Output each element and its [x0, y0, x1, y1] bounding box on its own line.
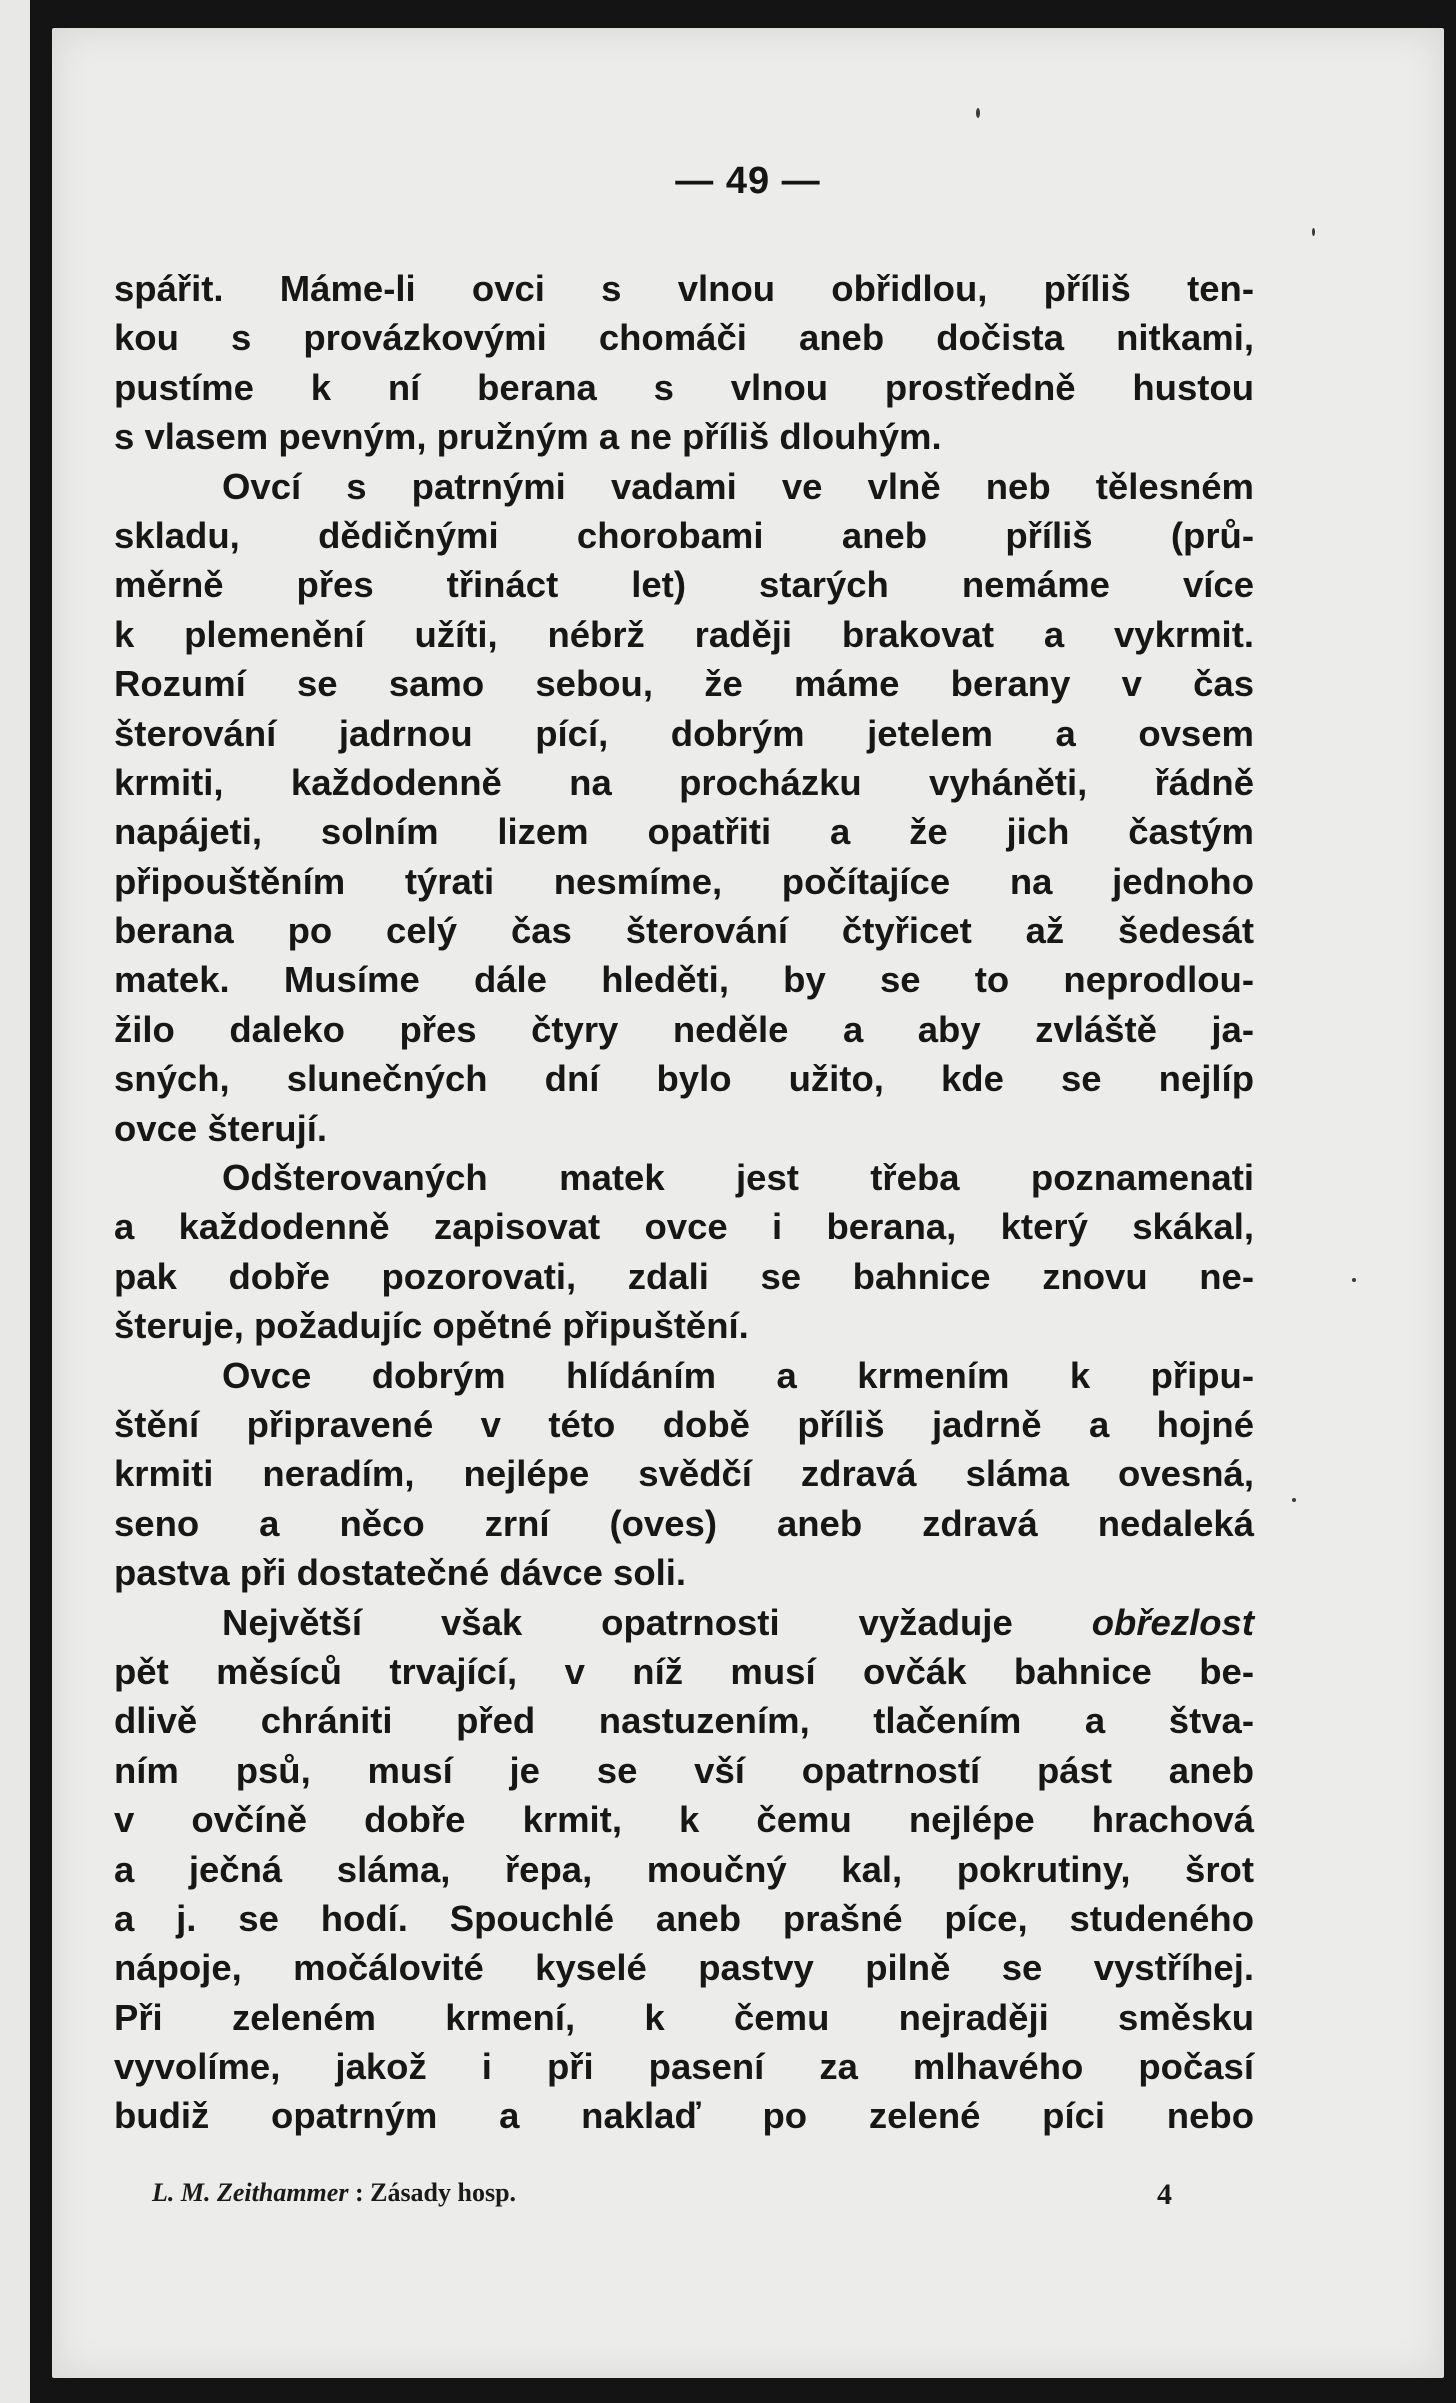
text-line: krmiti, každodenně na procházku vyháněti, řádně [114, 761, 1254, 803]
text-line: dlivě chrániti před nastuzením, tlačením a štva- [114, 1700, 1254, 1742]
text-line: v ovčíně dobře krmit, k čemu nejlépe hrachová [114, 1799, 1254, 1841]
text-line: připouštěním týrati nesmíme, počítajíce na jednoho [114, 860, 1254, 902]
text-line: pustíme k ní berana s vlnou prostředně hustou [114, 366, 1254, 408]
text-line: ovce šterují. [114, 1107, 328, 1149]
text-line: Při zeleném krmení, k čemu nejraději směsku [114, 1996, 1254, 2038]
text-line: spářit. Máme-li ovci s vlnou obřidlou, příliš ten- [114, 268, 1254, 309]
text-line: a ječná sláma, řepa, moučný kal, pokrutiny, šrot [114, 1848, 1254, 1890]
footer-sheet-number: 4 [1157, 2178, 1172, 2211]
scan-speck [1352, 1278, 1356, 1282]
text-line: sných, slunečných dní bylo užito, kde se nejlíp [114, 1058, 1254, 1100]
text-line: žilo daleko přes čtyry neděle a aby zvláště ja- [114, 1008, 1254, 1050]
text-line: šterování jadrnou pící, dobrým jetelem a ovsem [114, 712, 1254, 754]
text-line: ním psů, musí je se vší opatrností pást aneb [114, 1749, 1254, 1791]
text-line: s vlasem pevným, pružným a ne příliš dlouhým. [114, 416, 942, 458]
text-segment: Největší však opatrnosti vyžaduje [222, 1601, 1013, 1643]
text-line: krmiti neradím, nejlépe svědčí zdravá sláma ovesná, [114, 1453, 1254, 1495]
text-line: Odšterovaných matek jest třeba poznamenati [222, 1157, 1254, 1199]
text-line: pět měsíců trvající, v níž musí ovčák bahnice be- [114, 1650, 1254, 1692]
text-line: šteruje, požadujíc opětné připuštění. [114, 1305, 749, 1347]
scan-speck [976, 108, 980, 118]
footer-signature [152, 2178, 516, 2208]
text-line [114, 1598, 1254, 1647]
scan-speck [1312, 228, 1315, 236]
scan-left-edge [0, 0, 30, 2403]
footer-author: L. M. Zeithammer [152, 2178, 349, 2207]
scan-speck [1292, 1498, 1296, 1502]
text-line: Rozumí se samo sebou, že máme berany v čas [114, 663, 1254, 705]
text-line: kou s provázkovými chomáči aneb dočista nitkami, [114, 317, 1254, 359]
body-text [114, 264, 1254, 2141]
page-number: — 49 — [675, 160, 821, 202]
text-line: a j. se hodí. Spouchlé aneb prašné píce, studeného [114, 1897, 1254, 1939]
text-line: skladu, dědičnými chorobami aneb příliš (prů- [114, 514, 1254, 556]
text-line: matek. Musíme dále hleděti, by se to neprodlou- [114, 959, 1254, 1001]
text-line: pastva při dostatečné dávce soli. [114, 1552, 687, 1594]
text-line: k plemenění užíti, nébrž raději brakovat a vykrmit. [114, 613, 1254, 655]
text-line: Ovce dobrým hlídáním a krmením k připu- [222, 1354, 1254, 1396]
text-line: napájeti, solním lizem opatřiti a že jich častým [114, 811, 1254, 853]
text-line: pak dobře pozorovati, zdali se bahnice znovu ne- [114, 1255, 1254, 1297]
book-page [52, 28, 1444, 2378]
text-line: vyvolíme, jakož i při pasení za mlhavého počasí [114, 2046, 1254, 2088]
footer-title: : Zásady hosp. [354, 2178, 517, 2207]
text-line: štění připravené v této době příliš jadrně a hojné [114, 1403, 1254, 1445]
text-line: berana po celý čas šterování čtyřicet až šedesát [114, 910, 1254, 952]
text-line: měrně přes třináct let) starých nemáme více [114, 564, 1254, 606]
text-line: a každodenně zapisovat ovce i berana, který skákal, [114, 1206, 1254, 1248]
text-line: budiž opatrným a naklaď po zelené píci nebo [114, 2095, 1254, 2137]
italic-term: obřezlost [1091, 1601, 1254, 1643]
text-line: Ovcí s patrnými vadami ve vlně neb tělesném [222, 465, 1254, 507]
text-line: nápoje, močálovité kyselé pastvy pilně se vystříhej. [114, 1947, 1254, 1989]
text-line: seno a něco zrní (oves) aneb zdravá nedaleká [114, 1502, 1254, 1544]
